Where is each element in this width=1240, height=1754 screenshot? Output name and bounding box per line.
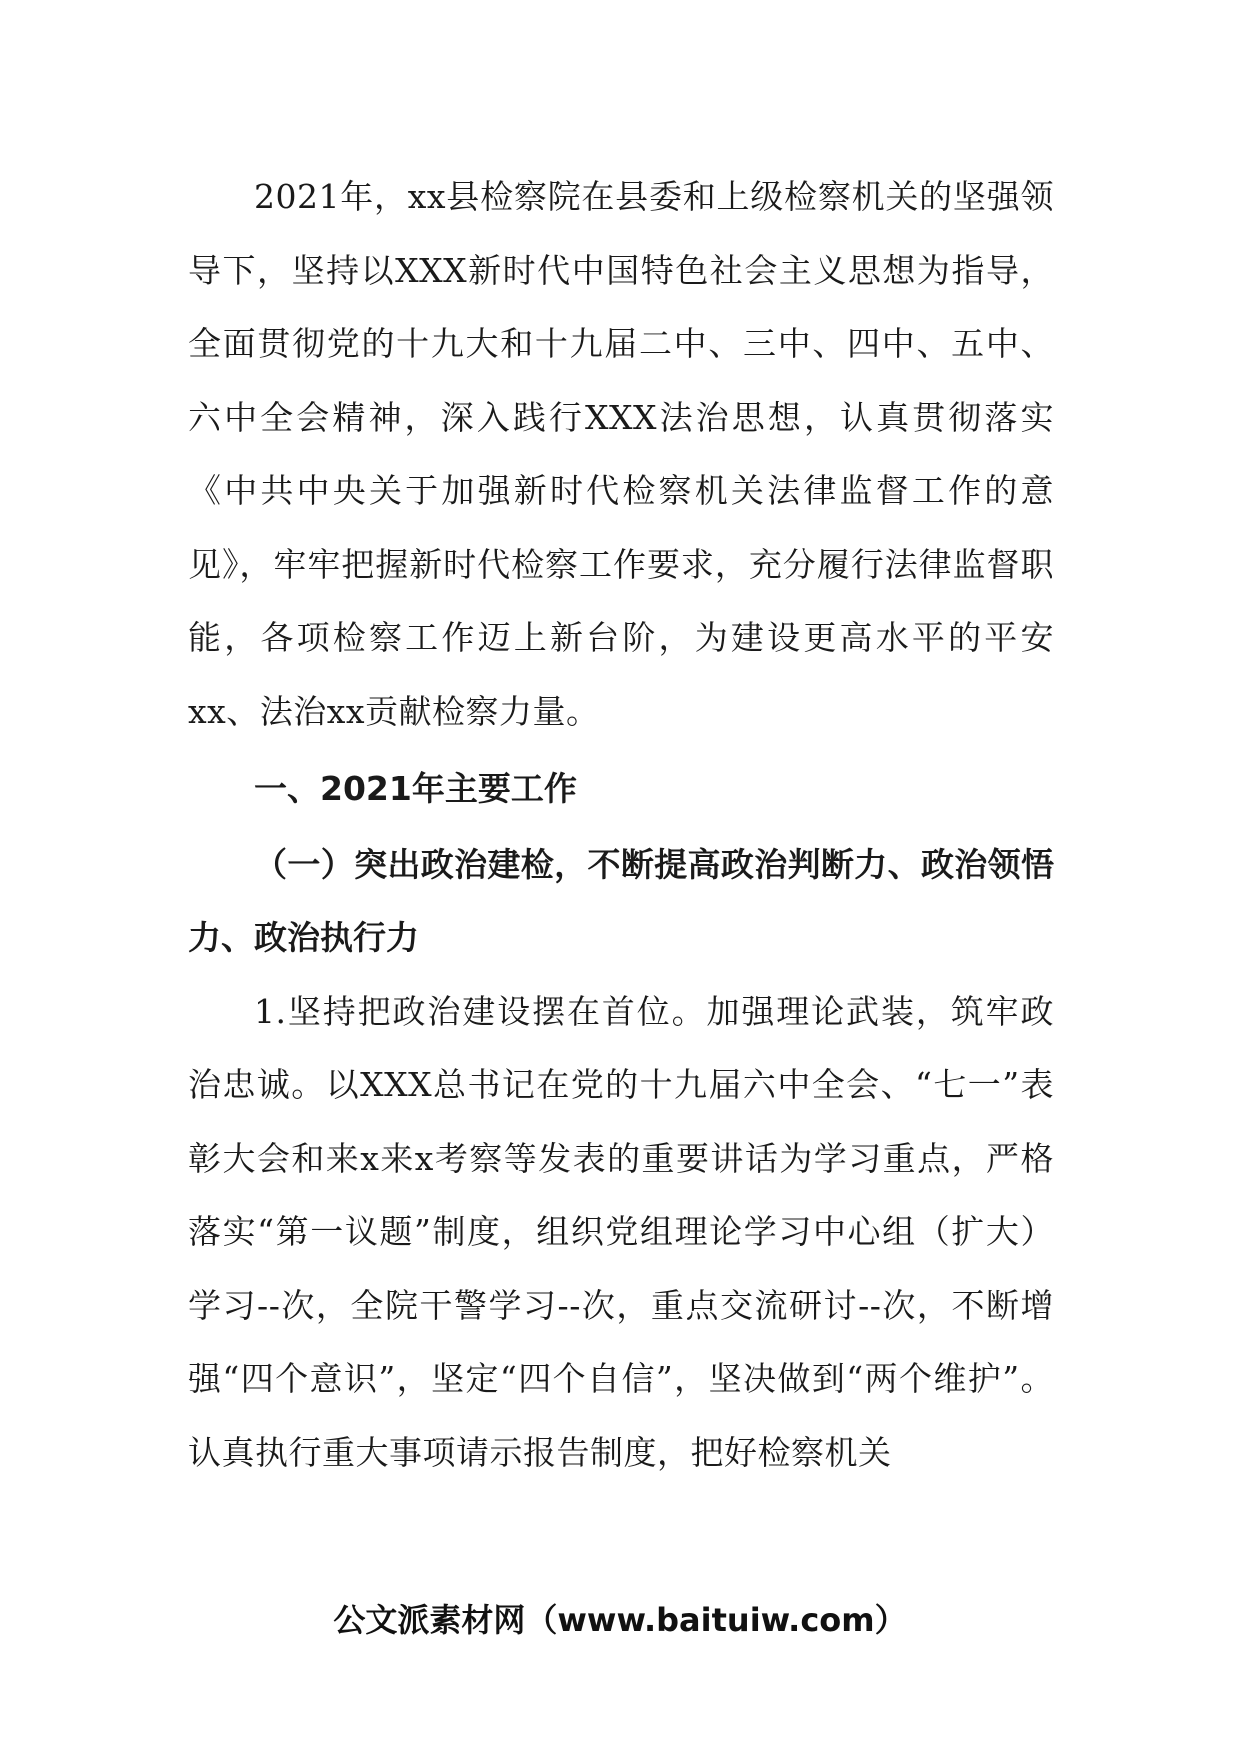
document-body: [188, 160, 1054, 1489]
intro-paragraph: 2021年，xx县检察院在县委和上级检察机关的坚强领导下，坚持以XXX新时代中国特色社会主义思想为指导，全面贯彻党的十九大和十九届二中、三中、四中、五中、六中全会精神，深入践行XXX法治思想，认真贯彻落实《中共中央关于加强新时代检察机关法律监督工作的意见》，牢牢把握新时代检察工作要求，充分履行法律监督职能，各项检察工作迈上新台阶，为建设更高水平的平安xx、法治xx贡献检察力量。: [188, 177, 1054, 731]
section-heading: 一、2021年主要工作: [254, 769, 577, 808]
subsection-heading: （一）突出政治建检，不断提高政治判断力、政治领悟力、政治执行力: [188, 844, 1054, 957]
footer-watermark: 公文派素材网（www.baituiw.com）: [333, 1601, 907, 1639]
item-paragraph: 1.坚持把政治建设摆在首位。加强理论武装，筑牢政治忠诚。以XXX总书记在党的十九届六中全会、“七一”表彰大会和来x来x考察等发表的重要讲话为学习重点，严格落实“第一议题”制度，组织党组理论学习中心组（扩大）学习--次，全院干警学习--次，重点交流研讨--次，不断增强“四个意识”，坚定“四个自信”，坚决做到“两个维护”。认真执行重大事项请示报告制度，把好检察机关: [188, 991, 1054, 1472]
